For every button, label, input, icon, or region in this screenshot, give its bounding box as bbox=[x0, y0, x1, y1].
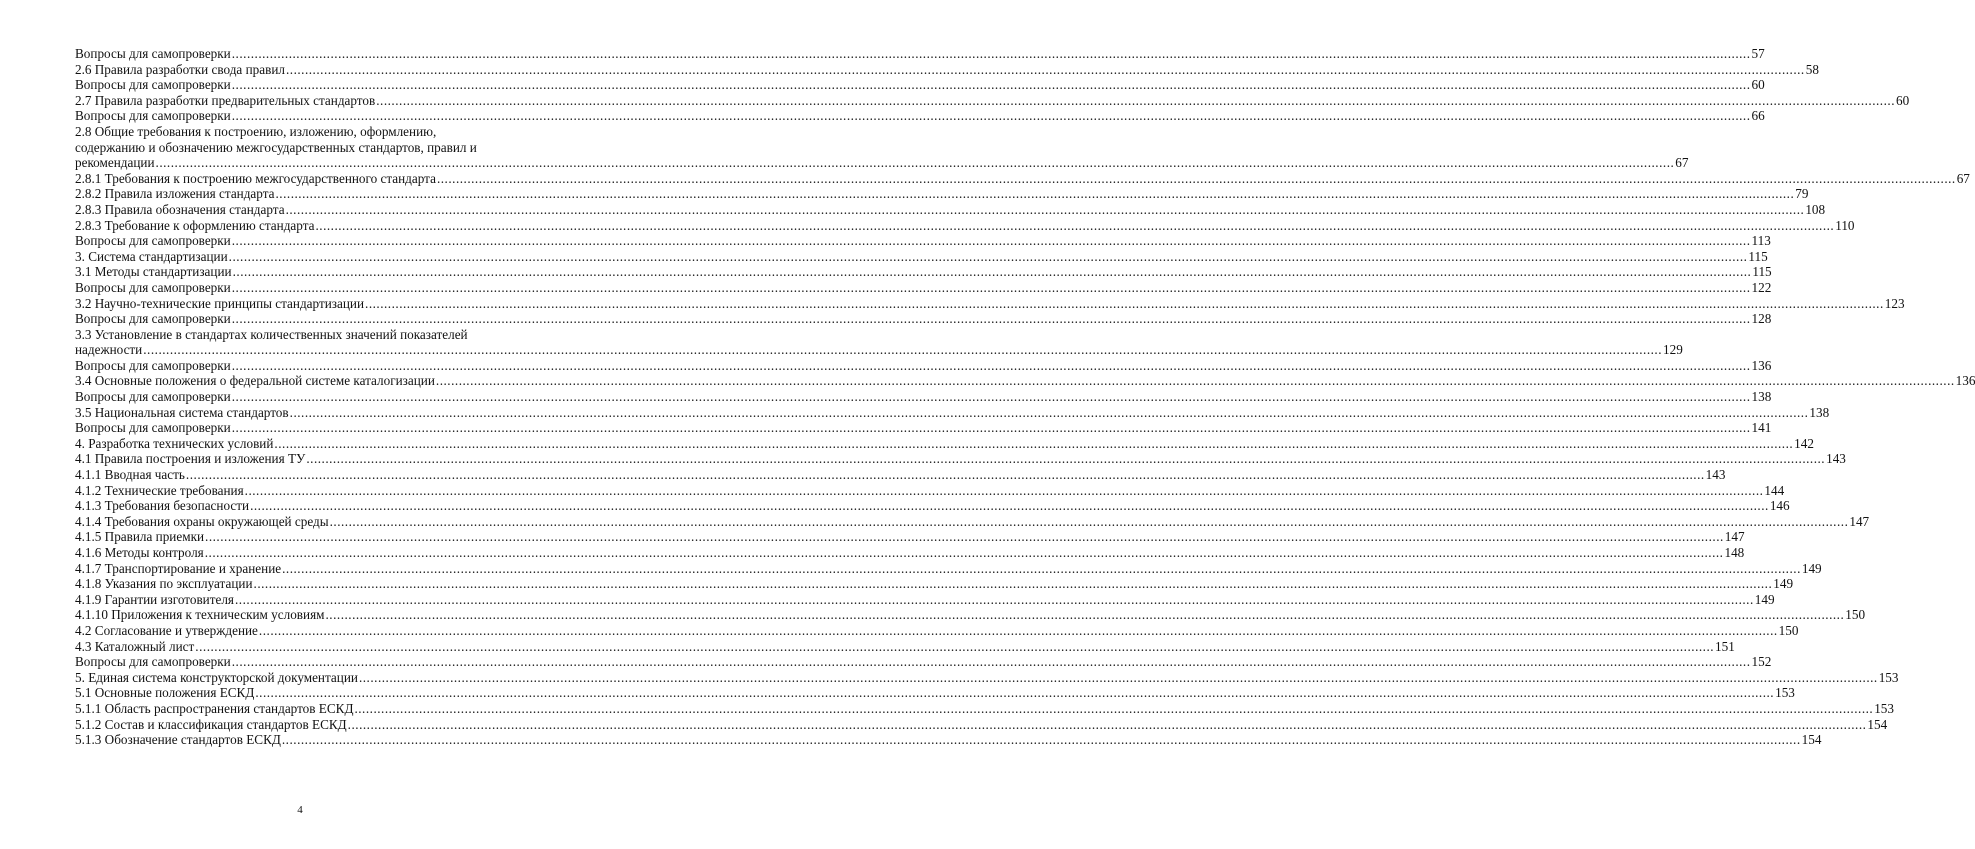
dot-leader: ................................................................................................................................................................................................................................................................................................................................................................................................................ bbox=[228, 248, 1748, 264]
toc-entry-page-number: 147 bbox=[1849, 513, 1870, 529]
toc-entry-page-number: 66 bbox=[1751, 108, 1765, 124]
toc-entry-page-number: 138 bbox=[1751, 389, 1772, 405]
toc-entry-page-number: 149 bbox=[1801, 560, 1822, 576]
toc-entry[interactable] bbox=[75, 482, 1785, 499]
toc-entry-page-number: 150 bbox=[1845, 607, 1866, 623]
toc-entry-page-number: 67 bbox=[1956, 170, 1970, 186]
toc-entry[interactable] bbox=[75, 77, 1765, 93]
toc-entry-title: 3.2 Научно-технические принципы стандартизации bbox=[75, 295, 365, 311]
toc-entry-title: Вопросы для самопроверки bbox=[75, 233, 231, 249]
dot-leader: ................................................................................................................................................................................................................................................................................................................................................................................................................ bbox=[358, 669, 1878, 685]
dot-leader: ................................................................................................................................................................................................................................................................................................................................................................................................................ bbox=[231, 311, 1751, 327]
toc-entry-title: 2.7 Правила разработки предварительных стандартов bbox=[75, 92, 376, 108]
toc-entry-page-number: 58 bbox=[1805, 61, 1819, 77]
dot-leader: ................................................................................................................................................................................................................................................................................................................................................................................................................ bbox=[195, 638, 1715, 654]
dot-leader: ................................................................................................................................................................................................................................................................................................................................................................................................................ bbox=[275, 186, 1795, 202]
toc-entry-page-number: 153 bbox=[1775, 685, 1795, 701]
toc-entry-leader-line bbox=[75, 295, 1905, 312]
dot-leader: ................................................................................................................................................................................................................................................................................................................................................................................................................ bbox=[255, 685, 1775, 701]
toc-entry-title: 4.3 Каталожный лист bbox=[75, 638, 195, 654]
dot-leader: ................................................................................................................................................................................................................................................................................................................................................................................................................ bbox=[231, 46, 1751, 61]
toc-entry-title: Вопросы для самопроверки bbox=[75, 654, 231, 670]
toc-entry[interactable] bbox=[75, 217, 1855, 234]
toc-entry-leader-line bbox=[75, 638, 1735, 655]
toc-entry-leader-line bbox=[75, 357, 1772, 374]
toc-entry[interactable] bbox=[75, 311, 1772, 327]
toc-entry[interactable] bbox=[75, 560, 1822, 577]
toc-entry-leader-line bbox=[75, 201, 1826, 218]
toc-entry-leader-line bbox=[75, 264, 1772, 280]
toc-entry-title: 5.1.2 Состав и классификация стандартов ЕСКД bbox=[75, 716, 347, 732]
dot-leader: ................................................................................................................................................................................................................................................................................................................................................................................................................ bbox=[329, 513, 1849, 529]
toc-entry-leader-line bbox=[75, 435, 1814, 452]
toc-entry-page-number: 129 bbox=[1663, 342, 1683, 358]
toc-entry[interactable] bbox=[75, 201, 1826, 218]
dot-leader: ................................................................................................................................................................................................................................................................................................................................................................................................................ bbox=[250, 498, 1769, 514]
toc-entry-title: 4.1.10 Приложения к техническим условиям bbox=[75, 607, 325, 623]
toc-entry-page-number: 110 bbox=[1835, 217, 1855, 233]
dot-leader: ................................................................................................................................................................................................................................................................................................................................................................................................................ bbox=[258, 622, 1778, 638]
toc-entry-page-number: 144 bbox=[1764, 482, 1785, 498]
dot-leader: ................................................................................................................................................................................................................................................................................................................................................................................................................ bbox=[231, 357, 1751, 373]
toc-entry[interactable] bbox=[75, 279, 1772, 296]
toc-entry-leader-line bbox=[75, 279, 1772, 296]
toc-entry-page-number: 136 bbox=[1955, 373, 1975, 389]
toc-entry-page-number: 154 bbox=[1801, 732, 1822, 748]
toc-entry-leader-line bbox=[75, 373, 1975, 389]
toc-entry[interactable] bbox=[75, 295, 1905, 312]
toc-entry-title: 4.1 Правила построения и изложения ТУ bbox=[75, 451, 306, 467]
toc-entry-leader-line bbox=[75, 654, 1772, 670]
toc-entry-leader-line bbox=[75, 170, 1970, 187]
dot-leader: ................................................................................................................................................................................................................................................................................................................................................................................................................ bbox=[143, 342, 1662, 358]
toc-entry-page-number: 60 bbox=[1895, 92, 1910, 108]
toc-entry-title: 5. Единая система конструкторской документации bbox=[75, 669, 358, 685]
toc-entry-leader-line bbox=[75, 622, 1799, 639]
toc-entry-leader-line bbox=[75, 529, 1745, 545]
dot-leader: ................................................................................................................................................................................................................................................................................................................................................................................................................ bbox=[306, 451, 1826, 467]
toc-entry[interactable] bbox=[75, 669, 1899, 686]
toc-entry-page-number: 67 bbox=[1675, 155, 1689, 171]
toc-entry-page-number: 60 bbox=[1751, 77, 1765, 93]
toc-entry-leader-line bbox=[75, 389, 1772, 405]
toc-entry[interactable] bbox=[75, 545, 1745, 561]
toc-entry-leader-line bbox=[75, 342, 1683, 358]
toc-entry-page-number: 154 bbox=[1867, 716, 1888, 732]
toc-entry[interactable] bbox=[75, 716, 1888, 733]
toc-entry[interactable] bbox=[75, 622, 1799, 639]
toc-entry[interactable] bbox=[75, 170, 1970, 187]
toc-entry[interactable] bbox=[75, 420, 1772, 436]
toc-entry-page-number: 142 bbox=[1794, 435, 1814, 451]
dot-leader: ................................................................................................................................................................................................................................................................................................................................................................................................................ bbox=[435, 373, 1955, 389]
toc-entry-title: 5.1.3 Обозначение стандартов ЕСКД bbox=[75, 732, 281, 748]
toc-entry-title: 4.1.7 Транспортирование и хранение bbox=[75, 560, 282, 576]
toc-entry[interactable] bbox=[75, 108, 1765, 124]
toc-entry-title-line: 2.8 Общие требования к построению, изложению, оформлению, bbox=[75, 123, 437, 139]
toc-entry-leader-line bbox=[75, 217, 1855, 234]
toc-entry-title: 2.8.3 Требование к оформлению стандарта bbox=[75, 217, 315, 233]
toc-entry[interactable] bbox=[75, 498, 1790, 514]
dot-leader: ................................................................................................................................................................................................................................................................................................................................................................................................................ bbox=[285, 61, 1805, 77]
toc-entry-page-number: 151 bbox=[1715, 638, 1735, 654]
toc-entry-page-number: 57 bbox=[1751, 46, 1765, 61]
toc-entry-leader-line bbox=[75, 92, 1910, 109]
toc-entry-title: 3.4 Основные положения о федеральной системе каталогизации bbox=[75, 373, 435, 389]
dot-leader: ................................................................................................................................................................................................................................................................................................................................................................................................................ bbox=[205, 529, 1724, 545]
toc-entry[interactable] bbox=[75, 607, 1866, 623]
toc-entry[interactable] bbox=[75, 529, 1745, 545]
toc-entry[interactable] bbox=[75, 685, 1795, 701]
toc-entry-leader-line bbox=[75, 732, 1822, 748]
dot-leader: ................................................................................................................................................................................................................................................................................................................................................................................................................ bbox=[436, 170, 1956, 186]
toc-entry-title: 5.1.1 Область распространения стандартов ЕСКД bbox=[75, 700, 354, 716]
toc-entry[interactable] bbox=[75, 700, 1894, 717]
toc-entry-title: 4.1.2 Технические требования bbox=[75, 482, 244, 498]
toc-entry-page-number: 128 bbox=[1751, 311, 1772, 327]
dot-leader: ................................................................................................................................................................................................................................................................................................................................................................................................................ bbox=[376, 92, 1895, 108]
toc-entry-page-number: 115 bbox=[1748, 248, 1768, 264]
toc-entry-title-line: содержанию и обозначению межгосударственных стандартов, правил и bbox=[75, 139, 477, 155]
toc-entry-leader-line bbox=[75, 233, 1771, 249]
dot-leader: ................................................................................................................................................................................................................................................................................................................................................................................................................ bbox=[235, 591, 1754, 607]
toc-entry-leader-line bbox=[75, 669, 1899, 686]
dot-leader: ................................................................................................................................................................................................................................................................................................................................................................................................................ bbox=[365, 295, 1884, 311]
toc-entry-title: 4.1.1 Вводная часть bbox=[75, 467, 185, 483]
toc-entry[interactable] bbox=[75, 435, 1814, 452]
toc-entry-title: Вопросы для самопроверки bbox=[75, 420, 231, 436]
toc-entry-leader-line bbox=[75, 155, 1689, 171]
toc-entry-title: 4.2 Согласование и утверждение bbox=[75, 622, 258, 638]
dot-leader: ................................................................................................................................................................................................................................................................................................................................................................................................................ bbox=[231, 108, 1751, 124]
toc-entry[interactable] bbox=[75, 61, 1819, 78]
toc-entry[interactable] bbox=[75, 404, 1830, 421]
toc-entry-page-number: 147 bbox=[1724, 529, 1745, 545]
toc-entry-title: рекомендации bbox=[75, 155, 155, 171]
toc-entry[interactable] bbox=[75, 654, 1772, 670]
dot-leader: ................................................................................................................................................................................................................................................................................................................................................................................................................ bbox=[231, 420, 1751, 436]
toc-entry[interactable] bbox=[75, 576, 1794, 592]
toc-entry-leader-line bbox=[75, 607, 1866, 623]
toc-entry-page-number: 149 bbox=[1754, 591, 1775, 607]
toc-entry[interactable] bbox=[75, 46, 1765, 62]
toc-entry-page-number: 108 bbox=[1805, 201, 1826, 217]
toc-entry-page-number: 141 bbox=[1751, 420, 1772, 436]
toc-entry[interactable] bbox=[75, 467, 1726, 483]
toc-entry[interactable] bbox=[75, 373, 1975, 389]
toc-entry-title: Вопросы для самопроверки bbox=[75, 77, 231, 93]
toc-entry[interactable] bbox=[75, 264, 1772, 280]
toc-entry-title: Вопросы для самопроверки bbox=[75, 46, 231, 61]
toc-entry-page-number: 115 bbox=[1752, 264, 1772, 280]
toc-entry-title: 4. Разработка технических условий bbox=[75, 435, 274, 451]
toc-entry-leader-line bbox=[75, 482, 1785, 499]
toc-entry-page-number: 153 bbox=[1878, 669, 1899, 685]
toc-entry-page-number: 123 bbox=[1884, 295, 1905, 311]
toc-entry-leader-line bbox=[75, 248, 1768, 265]
toc-entry-title: 5.1 Основные положения ЕСКД bbox=[75, 685, 255, 701]
dot-leader: ................................................................................................................................................................................................................................................................................................................................................................................................................ bbox=[325, 607, 1845, 623]
toc-entry-title: 2.8.2 Правила изложения стандарта bbox=[75, 186, 275, 202]
dot-leader: ................................................................................................................................................................................................................................................................................................................................................................................................................ bbox=[289, 404, 1809, 420]
toc-entry[interactable] bbox=[75, 186, 1809, 202]
dot-leader: ................................................................................................................................................................................................................................................................................................................................................................................................................ bbox=[285, 201, 1805, 217]
toc-entry-page-number: 153 bbox=[1874, 700, 1894, 716]
dot-leader: ................................................................................................................................................................................................................................................................................................................................................................................................................ bbox=[231, 77, 1751, 93]
toc-entry-title: 2.8.1 Требования к построению межгосударственного стандарта bbox=[75, 170, 436, 186]
toc-entry-title: 4.1.6 Методы контроля bbox=[75, 545, 204, 560]
toc-entry[interactable] bbox=[75, 591, 1775, 608]
toc-entry-title: Вопросы для самопроверки bbox=[75, 311, 231, 327]
toc-entry-title: надежности bbox=[75, 342, 143, 358]
toc-entry-title: 3.5 Национальная система стандартов bbox=[75, 404, 289, 420]
toc-entry-title: Вопросы для самопроверки bbox=[75, 389, 231, 405]
toc-entry-leader-line bbox=[75, 576, 1794, 592]
dot-leader: ................................................................................................................................................................................................................................................................................................................................................................................................................ bbox=[231, 233, 1751, 249]
toc-entry-title: 4.1.3 Требования безопасности bbox=[75, 498, 250, 514]
toc-entry-page-number: 79 bbox=[1795, 186, 1809, 202]
toc-entry-title: Вопросы для самопроверки bbox=[75, 357, 231, 373]
toc-entry-leader-line bbox=[75, 560, 1822, 577]
toc-entry-leader-line bbox=[75, 513, 1870, 530]
dot-leader: ................................................................................................................................................................................................................................................................................................................................................................................................................ bbox=[185, 467, 1705, 483]
dot-leader: ................................................................................................................................................................................................................................................................................................................................................................................................................ bbox=[155, 155, 1675, 171]
toc-entry-page-number: 143 bbox=[1705, 467, 1726, 483]
dot-leader: ................................................................................................................................................................................................................................................................................................................................................................................................................ bbox=[231, 279, 1751, 295]
page-number: 4 bbox=[297, 804, 303, 816]
toc-entry[interactable] bbox=[75, 233, 1771, 249]
toc-entry[interactable] bbox=[75, 732, 1822, 748]
dot-leader: ................................................................................................................................................................................................................................................................................................................................................................................................................ bbox=[282, 560, 1801, 576]
toc-entry-page-number: 150 bbox=[1778, 622, 1799, 638]
toc-entry-leader-line bbox=[75, 311, 1772, 327]
toc-entry-leader-line bbox=[75, 108, 1765, 124]
toc-entry-page-number: 113 bbox=[1751, 233, 1771, 249]
dot-leader: ................................................................................................................................................................................................................................................................................................................................................................................................................ bbox=[232, 264, 1752, 280]
toc-entry[interactable] bbox=[75, 357, 1772, 374]
dot-leader: ................................................................................................................................................................................................................................................................................................................................................................................................................ bbox=[244, 482, 1764, 498]
toc-entry-leader-line bbox=[75, 61, 1819, 78]
dot-leader: ................................................................................................................................................................................................................................................................................................................................................................................................................ bbox=[253, 576, 1773, 592]
toc-entry[interactable] bbox=[75, 389, 1772, 405]
toc-entry-page-number: 136 bbox=[1751, 357, 1772, 373]
dot-leader: ................................................................................................................................................................................................................................................................................................................................................................................................................ bbox=[231, 389, 1751, 405]
toc-entry[interactable] bbox=[75, 123, 1689, 171]
toc-entry[interactable] bbox=[75, 638, 1735, 655]
toc-entry[interactable] bbox=[75, 451, 1846, 467]
toc-entry-title: 4.1.9 Гарантии изготовителя bbox=[75, 591, 234, 607]
toc-entry-page-number: 149 bbox=[1773, 576, 1794, 592]
toc-entry-leader-line bbox=[75, 591, 1775, 608]
dot-leader: ................................................................................................................................................................................................................................................................................................................................................................................................................ bbox=[204, 545, 1724, 560]
toc-entry-leader-line bbox=[75, 420, 1772, 436]
toc-entry-page-number: 138 bbox=[1809, 404, 1830, 420]
toc-entry-page-number: 143 bbox=[1826, 451, 1846, 467]
toc-entry-page-number: 152 bbox=[1751, 654, 1772, 670]
toc-entry-title: 2.6 Правила разработки свода правил bbox=[75, 61, 285, 77]
toc-entry-leader-line bbox=[75, 451, 1846, 467]
toc-entry-leader-line bbox=[75, 467, 1726, 483]
table-of-contents bbox=[75, 46, 1975, 748]
toc-entry-leader-line bbox=[75, 545, 1745, 561]
dot-leader: ................................................................................................................................................................................................................................................................................................................................................................................................................ bbox=[347, 716, 1867, 732]
toc-entry-leader-line bbox=[75, 700, 1894, 717]
toc-entry-leader-line bbox=[75, 685, 1795, 701]
toc-entry-title: 4.1.8 Указания по эксплуатации bbox=[75, 576, 253, 592]
toc-entry-title: 3.1 Методы стандартизации bbox=[75, 264, 232, 280]
dot-leader: ................................................................................................................................................................................................................................................................................................................................................................................................................ bbox=[274, 435, 1794, 451]
toc-entry-leader-line bbox=[75, 498, 1790, 514]
toc-entry[interactable] bbox=[75, 248, 1768, 265]
toc-entry-title: Вопросы для самопроверки bbox=[75, 108, 231, 124]
toc-entry-leader-line bbox=[75, 716, 1888, 733]
toc-entry-title: 4.1.5 Правила приемки bbox=[75, 529, 205, 545]
dot-leader: ................................................................................................................................................................................................................................................................................................................................................................................................................ bbox=[315, 217, 1835, 233]
toc-entry-title: 4.1.4 Требования охраны окружающей среды bbox=[75, 513, 329, 529]
toc-entry-page-number: 148 bbox=[1724, 545, 1745, 560]
toc-entry-leader-line bbox=[75, 77, 1765, 93]
toc-entry-page-number: 122 bbox=[1751, 279, 1772, 295]
toc-entry-page-number: 146 bbox=[1769, 498, 1790, 514]
toc-entry-title-line: 3.3 Установление в стандартах количественных значений показателей bbox=[75, 326, 468, 342]
toc-entry-title: 2.8.3 Правила обозначения стандарта bbox=[75, 201, 285, 217]
dot-leader: ................................................................................................................................................................................................................................................................................................................................................................................................................ bbox=[281, 732, 1801, 748]
dot-leader: ................................................................................................................................................................................................................................................................................................................................................................................................................ bbox=[231, 654, 1751, 670]
toc-entry[interactable] bbox=[75, 92, 1910, 109]
toc-entry-title: Вопросы для самопроверки bbox=[75, 279, 231, 295]
toc-entry-leader-line bbox=[75, 186, 1809, 202]
toc-entry-leader-line bbox=[75, 404, 1830, 421]
toc-entry-leader-line bbox=[75, 46, 1765, 62]
dot-leader: ................................................................................................................................................................................................................................................................................................................................................................................................................ bbox=[354, 700, 1874, 716]
toc-entry[interactable] bbox=[75, 326, 1683, 358]
toc-entry-title: 3. Система стандартизации bbox=[75, 248, 228, 264]
toc-entry[interactable] bbox=[75, 513, 1870, 530]
